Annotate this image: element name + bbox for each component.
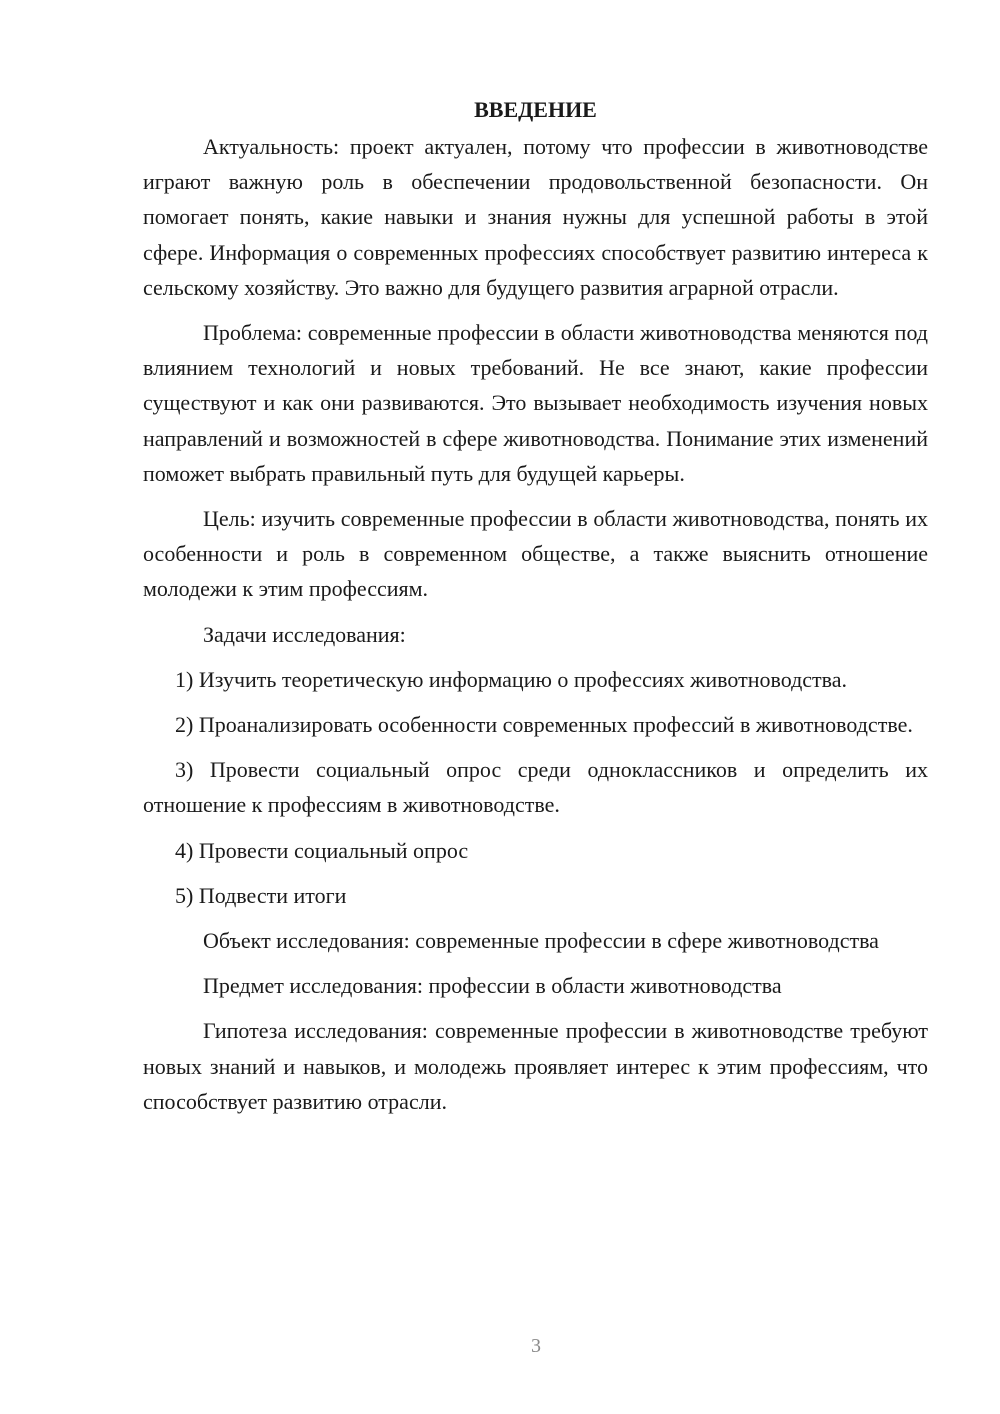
paragraph-hypothesis: Гипотеза исследования: современные профессии в животноводстве требуют новых знаний и навыков, и молодежь проявляет интерес к этим профессиям, что способствует развитию отрасли. [143,1018,928,1114]
paragraph-relevance: Актуальность: проект актуален, потому что профессии в животноводстве играют важную роль в обеспечении продовольственной безопасности. Он помогает понять, какие навыки и знания нужны для успешной работы в этой сфере. Информация о современных профессиях способствует развитию интереса к сельскому хозяйству. Это важно для будущего развития аграрной отрасли. [143,134,928,300]
page-body [143,92,928,1129]
task-item-3: 3) Провести социальный опрос среди одноклассников и определить их отношение к профессиям в животноводстве. [143,757,928,818]
paragraph-goal: Цель: изучить современные профессии в области животноводства, понять их особенности и роль в современном обществе, а также выяснить отношение молодежи к этим профессиям. [143,506,928,602]
task-item-4: 4) Провести социальный опрос [175,837,469,863]
paragraph-problem: Проблема: современные профессии в области животноводства меняются под влиянием технологий и новых требований. Не все знают, какие профессии существуют и как они развиваются. Это вызывает необходимость изучения новых направлений и возможностей в сфере животноводства. Понимание этих изменений поможет выбрать правильный путь для будущей карьеры. [143,320,928,486]
task-item-5: 5) Подвести итоги [175,882,347,908]
paragraph-object: Объект исследования: современные профессии в сфере животноводства [203,928,879,954]
paragraph-tasks-title: Задачи исследования: [203,621,406,647]
paragraph-subject: Предмет исследования: профессии в области животноводства [203,973,782,999]
task-item-2: 2) Проанализировать особенности современных профессий в животноводстве. [175,712,913,738]
task-item-1: 1) Изучить теоретическую информацию о профессиях животноводства. [175,666,848,692]
page-number: 3 [531,1335,541,1357]
section-heading: ВВЕДЕНИЕ [474,97,597,122]
